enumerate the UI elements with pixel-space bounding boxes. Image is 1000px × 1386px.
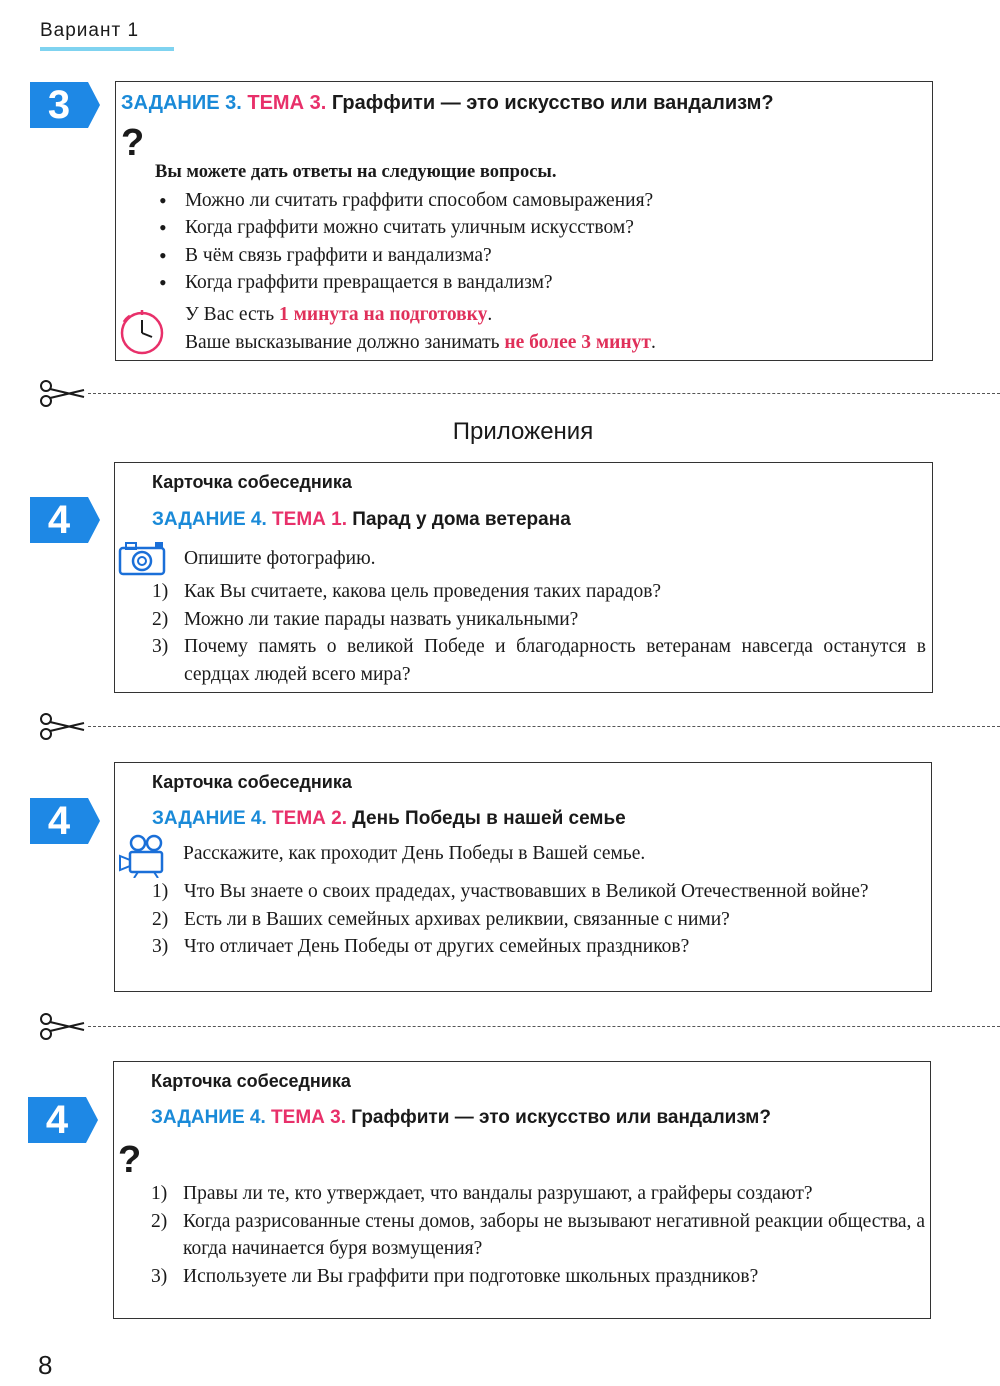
scissors-icon <box>38 711 88 741</box>
task-badge-4 <box>28 1097 98 1143</box>
variant-label: Вариант 1 <box>40 20 140 41</box>
cut-line <box>38 1011 1000 1041</box>
card1-questions <box>152 578 926 688</box>
list-item: 3) Почему память о великой Победе и благодарность ветеранам навсегда останутся в сердцах людей всего мира? <box>152 636 926 685</box>
card2-title: ЗАДАНИЕ 4. ТЕМА 2. День Победы в нашей семье <box>152 808 626 829</box>
card2-questions <box>152 878 926 961</box>
topic-title: Граффити — это искусство или вандализм? <box>331 92 774 114</box>
list-item: 2) Есть ли в Ваших семейных архивах реликвии, связанные с ними? <box>152 908 730 930</box>
scissors-icon <box>38 378 88 408</box>
list-item: 1) Что Вы знаете о своих прадедах, участвовавших в Великой Отечественной войне? <box>152 881 869 902</box>
page-number: 8 <box>38 1350 53 1380</box>
badge-number: 4 <box>45 1097 69 1142</box>
camera-icon <box>118 540 168 576</box>
card1-title: ЗАДАНИЕ 4. ТЕМА 1. Парад у дома ветерана <box>152 509 571 530</box>
badge-number: 4 <box>47 497 71 542</box>
card2-intro: Расскажите, как проходит День Победы в Вашей семье. <box>183 843 646 864</box>
list-item: 2) Когда разрисованные стены домов, заборы не вызывают негативной реакции общества, а когда начинается буря возмущения? <box>151 1210 925 1259</box>
card-head: Карточка собеседника <box>152 472 352 492</box>
list-item: • Когда граффити превращается в вандализм? <box>155 269 915 297</box>
appendix-title: Приложения <box>452 418 594 445</box>
question-mark-icon: ? <box>121 122 145 164</box>
task-label: ЗАДАНИЕ 3. <box>121 92 242 114</box>
list-item: 1) Как Вы считаете, какова цель проведения таких парадов? <box>152 581 662 602</box>
scissors-icon <box>38 1011 88 1041</box>
cut-line <box>38 711 1000 741</box>
list-item: 3) Используете ли Вы граффити при подготовке школьных праздников? <box>151 1265 759 1287</box>
task3-lead: Вы можете дать ответы на следующие вопросы. <box>155 162 557 182</box>
speech-line: Ваше высказывание должно занимать не более 3 минут. <box>185 331 656 353</box>
card-head: Карточка собеседника <box>151 1071 351 1091</box>
badge-number: 4 <box>47 798 71 843</box>
card-head: Карточка собеседника <box>152 772 352 792</box>
prep-line: У Вас есть 1 минута на подготовку. <box>185 304 493 325</box>
stopwatch-icon <box>118 308 166 356</box>
task-badge-3 <box>30 82 100 128</box>
prep-highlight: 1 минута на подготовку <box>278 304 488 325</box>
card3-questions <box>151 1180 925 1290</box>
task3-body <box>155 159 915 297</box>
list-item: 2) Можно ли такие парады назвать уникальными? <box>152 608 579 630</box>
theme-label: ТЕМА 3. <box>247 92 327 114</box>
card1-intro: Опишите фотографию. <box>184 548 376 569</box>
badge-number: 3 <box>47 82 71 127</box>
list-item: • В чём связь граффити и вандализма? <box>155 242 915 270</box>
cut-line <box>38 378 1000 408</box>
list-item: • Когда граффити можно считать уличным искусством? <box>155 214 915 242</box>
speech-highlight: не более 3 минут <box>504 331 651 353</box>
variant-underline <box>40 47 174 51</box>
question-mark-icon: ? <box>118 1139 142 1181</box>
film-camera-icon <box>118 834 178 878</box>
list-item: 3) Что отличает День Победы от других семейных праздников? <box>152 936 690 957</box>
task-badge-4 <box>30 798 100 844</box>
task3-title <box>121 92 774 115</box>
card3-title: ЗАДАНИЕ 4. ТЕМА 3. Граффити — это искусство или вандализм? <box>151 1107 771 1128</box>
task3-timing <box>185 301 925 356</box>
list-item: • Можно ли считать граффити способом самовыражения? <box>155 187 915 215</box>
task-badge-4 <box>30 497 100 543</box>
task3-bullet-list <box>155 187 915 297</box>
list-item: 1) Правы ли те, кто утверждает, что вандалы разрушают, а грайферы создают? <box>151 1183 813 1204</box>
